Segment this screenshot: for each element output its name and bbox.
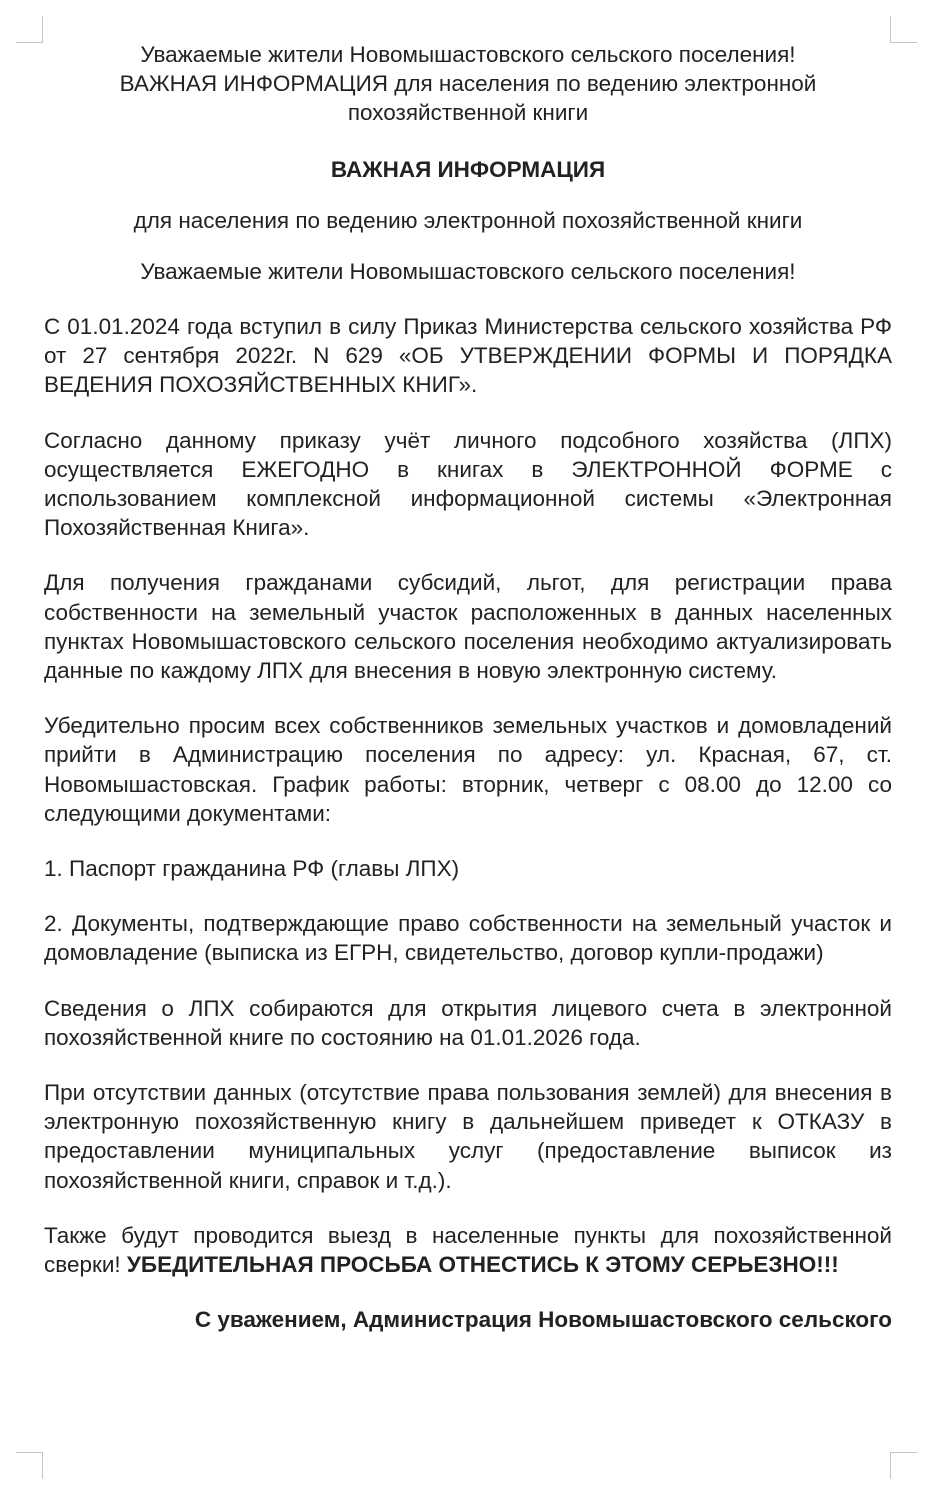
page-corner-mark-top-left — [16, 16, 43, 43]
paragraph-field-visit — [44, 1221, 892, 1279]
paragraph-request: Убедительно просим всех собственников земельных участков и домовладений прийти в Администрацию поселения по адресу: ул. Красная, 67, ст. Новомышастовская. График работы: вторник, четверг с 08.00 до 12.00 со следующими документами: — [44, 713, 892, 826]
signature: С уважением, Администрация Новомышастовского сельского — [194, 1307, 892, 1333]
paragraph-account-info: Сведения о ЛПХ собираются для открытия лицевого счета в электронной похозяйственной книге по состоянию на 01.01.2026 года. — [44, 995, 892, 1050]
document-subtitle: для населения по ведению электронной похозяйственной книги — [133, 208, 803, 233]
urgent-request-text: УБЕДИТЕЛЬНАЯ ПРОСЬБА ОТНЕСТИСЬ К ЭТОМУ СЕРЬЕЗНО!!! — [126, 1252, 839, 1278]
page-corner-mark-bottom-left — [16, 1452, 43, 1479]
document-page — [44, 40, 892, 1334]
header-line-2: ВАЖНАЯ ИНФОРМАЦИЯ для населения по ведению электронной — [119, 71, 817, 96]
document-title: ВАЖНАЯ ИНФОРМАЦИЯ — [330, 157, 606, 182]
page-corner-mark-bottom-right — [890, 1452, 917, 1479]
paragraph-refusal-warning: При отсутствии данных (отсутствие права пользования землей) для внесения в электронную похозяйственную книгу в дальнейшем приведет к ОТКАЗУ в предоставлении муниципальных услуг (предоставление выписок из похозяйственной книги, справок и т.д.). — [44, 1080, 892, 1193]
page-corner-mark-top-right — [890, 16, 917, 43]
paragraph-accounting: Согласно данному приказу учёт личного подсобного хозяйства (ЛПХ) осуществляется ЕЖЕГОДНО в книгах в ЭЛЕКТРОННОЙ ФОРМЕ с использованием комплексной информационной системы «Электронная Похозяйственная Книга». — [44, 427, 892, 541]
header-line-3: похозяйственной книги — [347, 100, 589, 125]
paragraph-order: С 01.01.2024 года вступил в силу Приказ Министерства сельского хозяйства РФ от 27 сентября 2022г. N 629 «ОБ УТВЕРЖДЕНИИ ФОРМЫ И ПОРЯДКА ВЕДЕНИЯ ПОХОЗЯЙСТВЕННЫХ КНИГ». — [44, 314, 892, 398]
header-line-1: Уважаемые жители Новомышастовского сельского поселения! — [140, 42, 796, 67]
document-header — [44, 40, 892, 127]
paragraph-subsidies: Для получения гражданами субсидий, льгот, для регистрации права собственности на земельный участок расположенных в данных населенных пунктах Новомышастовского сельского поселения необходимо актуализировать данные по каждому ЛПХ для внесения в новую электронную систему. — [44, 570, 892, 684]
field-visit-text: Также будут проводится выезд в населенные пункты для похозяйственной сверки! — [44, 1222, 892, 1278]
document-list-item-ownership: 2. Документы, подтверждающие право собственности на земельный участок и домовладение (выписка из ЕГРН, свидетельство, договор купли-продажи) — [44, 911, 892, 966]
document-list-item-passport: 1. Паспорт гражданина РФ (главы ЛПХ) — [44, 856, 460, 882]
greeting: Уважаемые жители Новомышастовского сельского поселения! — [140, 259, 796, 284]
